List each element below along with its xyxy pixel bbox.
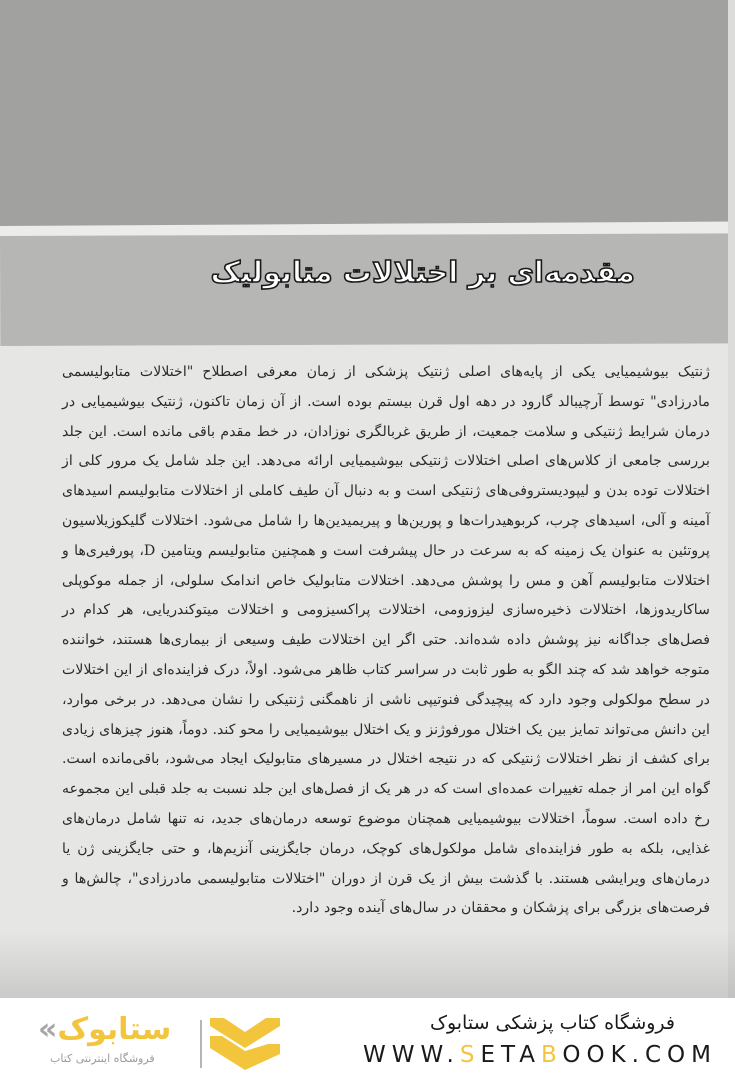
page-edge — [728, 0, 735, 998]
double-chevron-icon: « — [38, 1012, 58, 1047]
setabook-logo[interactable] — [38, 1012, 288, 1074]
chapter-title: مقدمه‌ای بر اختلالات متابولیک — [210, 255, 635, 289]
chapter-title-band — [0, 233, 735, 346]
store-name: فروشگاه کتاب پزشکی ستابوک — [429, 1012, 675, 1034]
top-gray-band — [0, 0, 728, 230]
url-accent-letter: B — [541, 1042, 563, 1068]
logo-wordmark-text: ستابوک — [57, 1012, 172, 1047]
url-part: OOK.COM — [562, 1042, 717, 1068]
store-footer — [0, 998, 735, 1080]
logo-wordmark — [38, 1012, 171, 1047]
logo-subtitle: فروشگاه اینترنتی کتاب — [50, 1052, 155, 1065]
page-shadow — [0, 930, 735, 998]
url-accent-letter: S — [459, 1042, 481, 1068]
logo-divider — [200, 1020, 202, 1068]
body-paragraph: ژنتیک بیوشیمیایی یکی از پایه‌های اصلی ژنتیک پزشکی از زمان معرفی اصطلاح "اختلالات متابولیسمی مادرزادی" توسط آرچیبالد گارود در دهه اول قرن بیستم بوده است. از آن زمان تاکنون، ژنتیک بیوشیمیایی در درمان شرایط ژنتیکی و سلامت جمعیت، از طریق غربالگری نوزادان، در خط مقدم باقی مانده است. این جلد بررسی جامعی از کلاس‌های اصلی اختلالات ژنتیکی بیوشیمیایی ارائه می‌دهد. این جلد شامل یک مرور کلی از اختلالات توده بدن و لیپودیستروفی‌های ژنتیکی است و به دنبال آن طیف کاملی از اختلالات متابولیسم اسیدهای آمینه و آلی، اسیدهای چرب، کربوهیدرات‌ها و پورین‌ها و پیریمیدین‌ها را شامل می‌شود. اختلالات گلیکوزیلاسیون پروتئین به عنوان یک زمینه که به سرعت در حال پیشرفت است و همچنین متابولیسم ویتامین D، پورفیری‌ها و اختلالات متابولیسم آهن و مس را پوشش می‌دهد. اختلالات متابولیک خاص اندامک سلولی، از جمله موکوپلی ساکاریدوزها، اختلالات ذخیره‌سازی لیزوزومی، اختلالات پراکسیزومی و اختلالات میتوکندریایی، هر کدام در فصل‌های جداگانه نیز پوشش داده شده‌اند. حتی اگر این اختلالات طیف وسیعی از بیماری‌ها هستند، خواننده متوجه خواهد شد که چند الگو به طور ثابت در سراسر کتاب ظاهر می‌شود. اولاً، درک فزاینده‌ای از این اختلالات در سطح مولکولی وجود دارد که پیچیدگی فنوتیپی ناشی از ناهمگنی ژنتیکی را نشان می‌دهد. در برخی موارد، این دانش می‌تواند تمایز بین یک اختلال مورفوژنز و یک اختلال بیوشیمیایی را محو کند. دوماً، هنوز چیزهای زیادی برای کشف از نظر اختلالات ژنتیکی که در نتیجه اختلال در مسیرهای متابولیک ایجاد می‌شود، باقی‌مانده است. گواه این امر از جمله تغییرات عمده‌ای است که در هر یک از فصل‌های این جلد نسبت به جلد قبلی این مجموعه رخ داده است. سوماً، اختلالات بیوشیمیایی همچنان موضوع توسعه درمان‌های جدید، نه تنها شامل درمان‌های غذایی، بلکه به طور فزاینده‌ای شامل مولکول‌های کوچک، درمان جایگزینی آنزیم‌ها، و حتی جایگزینی ژن یا درمان‌های ویرایشی هستند. با گذشت بیش از یک قرن از دوران "اختلالات متابولیسمی مادرزادی"، چالش‌ها و فرصت‌های بزرگی برای پزشکان و محققان در سال‌های آینده وجود دارد. — [62, 364, 710, 917]
store-url-link[interactable] — [363, 1042, 717, 1068]
chevron-logo-icon — [210, 1018, 280, 1070]
url-part: ETA — [480, 1042, 542, 1068]
body-text — [62, 358, 710, 924]
url-part: WWW. — [362, 1042, 460, 1068]
